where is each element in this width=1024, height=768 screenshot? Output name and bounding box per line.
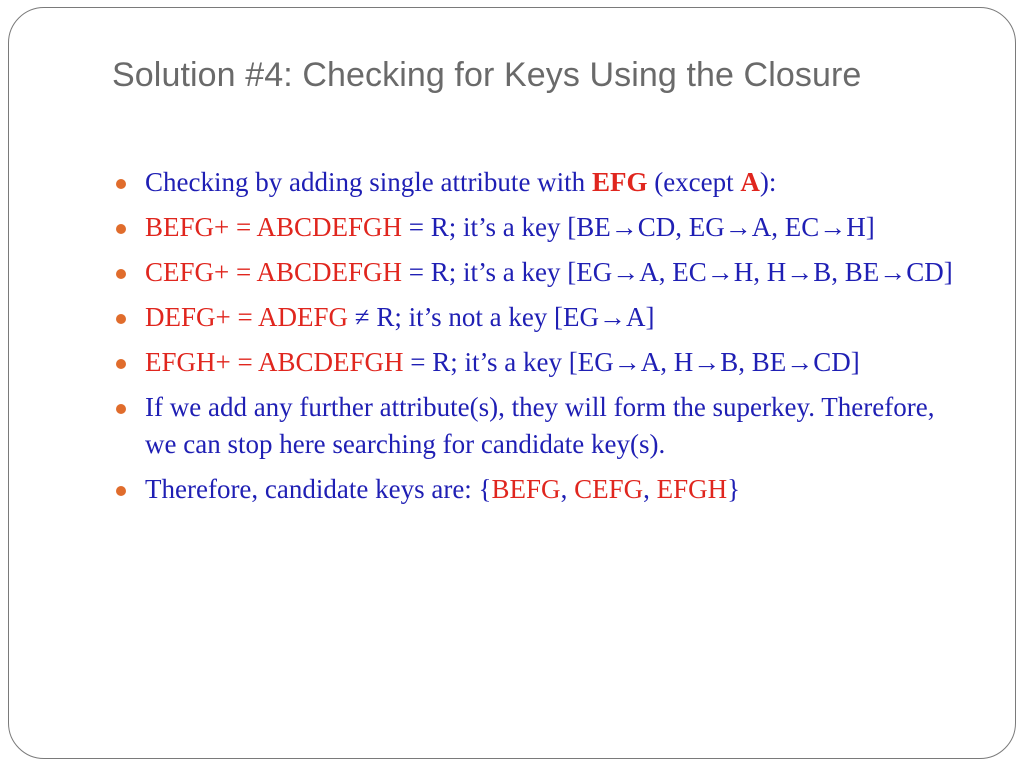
bullet-item-efgh <box>116 344 966 381</box>
closure-lhs: EFGH+ = <box>145 347 258 377</box>
bullet-text: , <box>643 474 657 504</box>
closure-result: ABCDEFGH <box>257 347 404 377</box>
bullet-highlight: EFG <box>591 167 648 197</box>
bullet-highlight: A <box>740 167 760 197</box>
candidate-key: CEFG <box>574 474 644 504</box>
bullet-dot-icon <box>116 224 126 234</box>
bullet-text: Checking by adding single attribute with <box>145 167 592 197</box>
bullet-dot-icon <box>116 359 126 369</box>
bullet-text: If we add any further attribute(s), they will form the superkey. Therefore, we can stop here searching for candidate key(s). <box>145 392 935 459</box>
bullet-item-candidate-keys <box>116 471 966 508</box>
slide-title: Solution #4: Checking for Keys Using the Closure <box>112 56 862 94</box>
bullet-dot-icon <box>116 314 126 324</box>
bullet-text: Therefore, candidate keys are: { <box>145 474 492 504</box>
bullet-dot-icon <box>116 486 126 496</box>
closure-lhs: DEFG+ = <box>145 302 258 332</box>
bullet-text: } <box>727 474 741 504</box>
bullet-dot-icon <box>116 269 126 279</box>
bullet-list <box>116 164 966 516</box>
bullet-text: ≠ R; it’s not a key [EG→A] <box>348 302 655 332</box>
closure-result: ADEFG <box>257 302 348 332</box>
closure-lhs: CEFG+ = <box>145 257 257 287</box>
bullet-text: (except <box>647 167 741 197</box>
bullet-item-befg <box>116 209 966 246</box>
bullet-dot-icon <box>116 404 126 414</box>
bullet-item-superkey <box>116 389 966 463</box>
closure-result: ABCDEFGH <box>256 212 403 242</box>
bullet-text: = R; it’s a key [EG→A, H→B, BE→CD] <box>403 347 860 377</box>
bullet-text: ): <box>759 167 777 197</box>
closure-lhs: BEFG+ = <box>145 212 257 242</box>
bullet-dot-icon <box>116 179 126 189</box>
bullet-text: = R; it’s a key [EG→A, EC→H, H→B, BE→CD] <box>402 257 953 287</box>
bullet-item-check-single <box>116 164 966 201</box>
bullet-text: , <box>560 474 575 504</box>
closure-result: ABCDEFGH <box>256 257 403 287</box>
bullet-text: = R; it’s a key [BE→CD, EG→A, EC→H] <box>402 212 875 242</box>
candidate-key: EFGH <box>656 474 728 504</box>
bullet-item-cefg <box>116 254 966 291</box>
candidate-key: BEFG <box>491 474 561 504</box>
bullet-item-defg <box>116 299 966 336</box>
